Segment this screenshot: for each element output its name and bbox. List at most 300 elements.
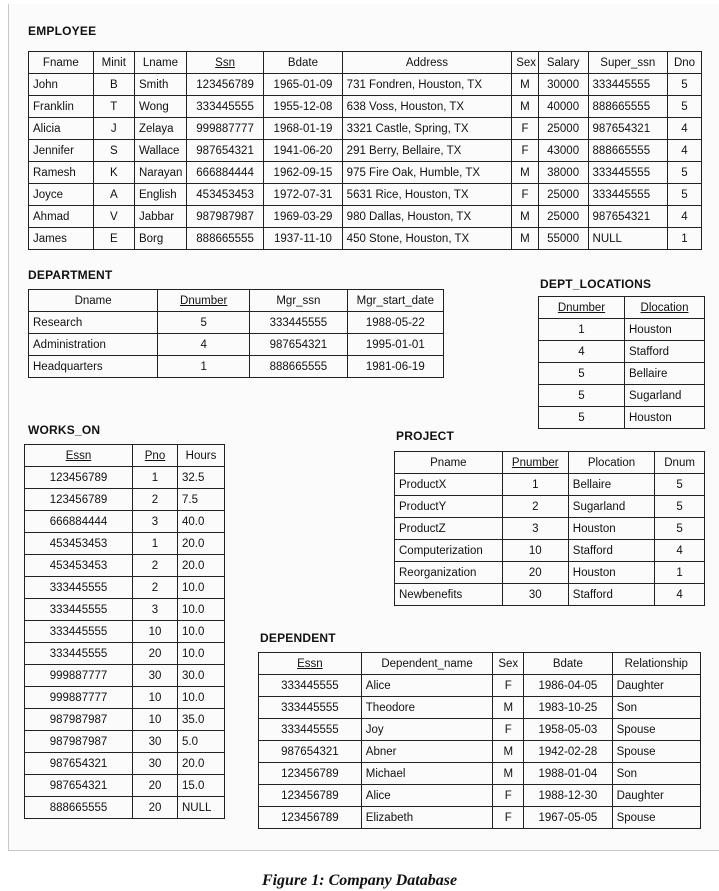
- table-row: [25, 731, 225, 753]
- table-cell: B: [93, 74, 134, 96]
- table-cell: 10: [502, 540, 568, 562]
- dependent-title: DEPENDENT: [260, 631, 336, 645]
- table-cell: 2: [133, 555, 178, 577]
- table-row: [25, 489, 225, 511]
- table-cell: 20: [133, 797, 178, 819]
- table-cell: Spouse: [612, 719, 700, 741]
- table-cell: K: [93, 162, 134, 184]
- table-cell: 333445555: [25, 621, 133, 643]
- table-cell: 10: [133, 687, 178, 709]
- table-cell: Son: [612, 697, 700, 719]
- table-cell: 123456789: [186, 74, 263, 96]
- table-cell: 333445555: [25, 577, 133, 599]
- column-header-label: Pname: [430, 456, 467, 469]
- table-cell: Newbenefits: [395, 584, 503, 606]
- table-row: [395, 518, 705, 540]
- table-cell: 987654321: [250, 334, 347, 356]
- column-header: [395, 452, 503, 474]
- table-cell: 1988-12-30: [524, 785, 612, 807]
- table-cell: 10.0: [178, 643, 225, 665]
- column-header-label: Salary: [546, 56, 580, 69]
- table-cell: Research: [29, 312, 158, 334]
- table-cell: 123456789: [25, 489, 133, 511]
- column-header: [612, 653, 700, 675]
- table-cell: NULL: [588, 228, 667, 250]
- table-cell: 987654321: [25, 775, 133, 797]
- table-cell: 4: [668, 118, 702, 140]
- table-row: [25, 687, 225, 709]
- table-cell: Franklin: [29, 96, 94, 118]
- table-cell: Smith: [134, 74, 186, 96]
- column-header-label: Essn: [65, 449, 92, 462]
- dept-locations-title: DEPT_LOCATIONS: [540, 277, 652, 291]
- table-cell: Headquarters: [29, 356, 158, 378]
- column-header: [29, 290, 158, 312]
- table-cell: Sugarland: [568, 496, 654, 518]
- table-cell: 1942-02-28: [524, 741, 612, 763]
- table-cell: 123456789: [259, 807, 362, 829]
- table-cell: 1958-05-03: [524, 719, 612, 741]
- table-cell: 10.0: [178, 687, 225, 709]
- table-cell: 30.0: [178, 665, 225, 687]
- column-header: [538, 52, 588, 74]
- table-row: [395, 562, 705, 584]
- table-cell: Joy: [361, 719, 493, 741]
- table-cell: 453453453: [25, 533, 133, 555]
- table-cell: Stafford: [625, 341, 705, 363]
- table-cell: 999887777: [25, 665, 133, 687]
- table-cell: Daughter: [612, 785, 700, 807]
- table-cell: 1962-09-15: [264, 162, 342, 184]
- table-cell: 10: [133, 709, 178, 731]
- table-cell: 43000: [538, 140, 588, 162]
- table-cell: 5: [539, 407, 625, 429]
- header-row: [395, 452, 705, 474]
- table-row: [29, 206, 702, 228]
- table-cell: 7.5: [178, 489, 225, 511]
- table-cell: 1: [502, 474, 568, 496]
- table-cell: 2: [502, 496, 568, 518]
- column-header: [29, 52, 94, 74]
- table-cell: Spouse: [612, 741, 700, 763]
- table-cell: Wong: [134, 96, 186, 118]
- table-cell: 5: [655, 496, 705, 518]
- table-cell: 2: [133, 489, 178, 511]
- table-row: [25, 511, 225, 533]
- table-cell: 987654321: [259, 741, 362, 763]
- column-header: [342, 52, 512, 74]
- table-cell: 453453453: [25, 555, 133, 577]
- table-cell: 1: [655, 562, 705, 584]
- column-header-label: Super_ssn: [600, 56, 656, 69]
- column-header-label: Plocation: [587, 456, 636, 469]
- column-header: [539, 297, 625, 319]
- table-cell: 5: [668, 184, 702, 206]
- table-cell: 1: [133, 467, 178, 489]
- table-cell: 35.0: [178, 709, 225, 731]
- table-cell: 40.0: [178, 511, 225, 533]
- table-cell: 333445555: [259, 675, 362, 697]
- table-cell: 987654321: [25, 753, 133, 775]
- employee-table: [28, 51, 702, 250]
- table-cell: Jennifer: [29, 140, 94, 162]
- project-table: [394, 451, 705, 606]
- table-cell: 3: [133, 599, 178, 621]
- table-cell: Theodore: [361, 697, 493, 719]
- table-cell: Spouse: [612, 807, 700, 829]
- column-header: [568, 452, 654, 474]
- column-header: [668, 52, 702, 74]
- table-row: [395, 474, 705, 496]
- table-row: [259, 719, 701, 741]
- works-on-table: [24, 444, 225, 819]
- table-cell: Stafford: [568, 540, 654, 562]
- table-row: [25, 621, 225, 643]
- table-cell: 30000: [538, 74, 588, 96]
- figure-caption: Figure 1: Company Database: [261, 872, 458, 889]
- table-cell: 1983-10-25: [524, 697, 612, 719]
- column-header: [347, 290, 443, 312]
- table-cell: 5631 Rice, Houston, TX: [342, 184, 512, 206]
- table-cell: 32.5: [178, 467, 225, 489]
- table-cell: 5: [668, 74, 702, 96]
- table-row: [29, 356, 444, 378]
- table-cell: F: [493, 785, 524, 807]
- table-cell: F: [493, 807, 524, 829]
- column-header-label: Dnumber: [557, 301, 606, 314]
- table-cell: Houston: [625, 407, 705, 429]
- table-row: [395, 584, 705, 606]
- column-header-label: Hours: [185, 449, 217, 462]
- table-cell: Zelaya: [134, 118, 186, 140]
- table-cell: 5: [655, 518, 705, 540]
- table-cell: English: [134, 184, 186, 206]
- table-row: [25, 599, 225, 621]
- table-cell: 2: [133, 577, 178, 599]
- table-cell: 5: [158, 312, 250, 334]
- table-cell: 453453453: [186, 184, 263, 206]
- table-cell: 1967-05-05: [524, 807, 612, 829]
- table-cell: 5: [539, 385, 625, 407]
- table-row: [25, 797, 225, 819]
- column-header: [588, 52, 667, 74]
- table-row: [25, 555, 225, 577]
- table-cell: Computerization: [395, 540, 503, 562]
- column-header: [158, 290, 250, 312]
- table-cell: 30: [502, 584, 568, 606]
- table-cell: 30: [133, 753, 178, 775]
- table-cell: John: [29, 74, 94, 96]
- table-cell: ProductZ: [395, 518, 503, 540]
- column-header: [512, 52, 538, 74]
- table-cell: E: [93, 228, 134, 250]
- column-header: [502, 452, 568, 474]
- table-cell: 20.0: [178, 533, 225, 555]
- table-cell: 5.0: [178, 731, 225, 753]
- column-header-label: Mgr_start_date: [356, 294, 434, 307]
- table-cell: 1: [158, 356, 250, 378]
- table-cell: 5: [668, 162, 702, 184]
- table-row: [25, 775, 225, 797]
- header-row: [29, 290, 444, 312]
- table-row: [25, 643, 225, 665]
- table-cell: Joyce: [29, 184, 94, 206]
- table-cell: 20.0: [178, 753, 225, 775]
- table-cell: 1988-05-22: [347, 312, 443, 334]
- table-cell: M: [512, 96, 538, 118]
- table-cell: 975 Fire Oak, Humble, TX: [342, 162, 512, 184]
- table-cell: 999887777: [186, 118, 263, 140]
- table-cell: 123456789: [259, 785, 362, 807]
- column-header: [259, 653, 362, 675]
- table-cell: ProductY: [395, 496, 503, 518]
- table-cell: M: [512, 162, 538, 184]
- table-row: [25, 533, 225, 555]
- table-cell: 1968-01-19: [264, 118, 342, 140]
- column-header-label: Pnumber: [511, 456, 559, 469]
- table-cell: S: [93, 140, 134, 162]
- table-row: [539, 363, 705, 385]
- table-cell: 25000: [538, 118, 588, 140]
- column-header-label: Address: [405, 56, 449, 69]
- table-cell: 1941-06-20: [264, 140, 342, 162]
- table-cell: M: [512, 206, 538, 228]
- table-row: [539, 385, 705, 407]
- table-cell: Ramesh: [29, 162, 94, 184]
- header-row: [29, 52, 702, 74]
- table-row: [29, 162, 702, 184]
- column-header-label: Sex: [516, 56, 537, 69]
- dependent-table: [258, 652, 701, 829]
- table-cell: Elizabeth: [361, 807, 493, 829]
- table-cell: Stafford: [568, 584, 654, 606]
- table-cell: 1972-07-31: [264, 184, 342, 206]
- column-header-label: Dnum: [664, 456, 695, 469]
- table-cell: 450 Stone, Houston, TX: [342, 228, 512, 250]
- header-row: [25, 445, 225, 467]
- table-row: [25, 665, 225, 687]
- table-cell: M: [512, 228, 538, 250]
- column-header: [493, 653, 524, 675]
- table-cell: 1995-01-01: [347, 334, 443, 356]
- column-header-label: Mgr_ssn: [276, 294, 321, 307]
- column-header: [361, 653, 493, 675]
- column-header: [134, 52, 186, 74]
- table-cell: 1937-11-10: [264, 228, 342, 250]
- table-cell: Bellaire: [568, 474, 654, 496]
- table-cell: F: [512, 140, 538, 162]
- table-cell: 1981-06-19: [347, 356, 443, 378]
- table-row: [29, 140, 702, 162]
- table-cell: 30: [133, 665, 178, 687]
- table-cell: Abner: [361, 741, 493, 763]
- table-cell: 4: [539, 341, 625, 363]
- table-cell: 1965-01-09: [264, 74, 342, 96]
- header-row: [539, 297, 705, 319]
- table-cell: 4: [668, 206, 702, 228]
- table-cell: 333445555: [588, 184, 667, 206]
- table-row: [29, 96, 702, 118]
- table-cell: 987654321: [186, 140, 263, 162]
- table-cell: Administration: [29, 334, 158, 356]
- table-cell: 123456789: [25, 467, 133, 489]
- table-row: [29, 312, 444, 334]
- table-cell: NULL: [178, 797, 225, 819]
- table-cell: 1955-12-08: [264, 96, 342, 118]
- table-cell: M: [493, 763, 524, 785]
- table-cell: 888665555: [588, 140, 667, 162]
- table-row: [29, 228, 702, 250]
- column-header-label: Dno: [673, 56, 696, 69]
- table-cell: Houston: [568, 518, 654, 540]
- table-cell: 638 Voss, Houston, TX: [342, 96, 512, 118]
- table-cell: Wallace: [134, 140, 186, 162]
- table-cell: 333445555: [588, 74, 667, 96]
- table-cell: 1969-03-29: [264, 206, 342, 228]
- table-cell: 4: [668, 140, 702, 162]
- table-row: [539, 341, 705, 363]
- table-row: [395, 496, 705, 518]
- table-cell: M: [493, 741, 524, 763]
- table-cell: Alice: [361, 675, 493, 697]
- table-cell: 888665555: [588, 96, 667, 118]
- table-cell: F: [493, 719, 524, 741]
- table-cell: 5: [539, 363, 625, 385]
- table-cell: 888665555: [250, 356, 347, 378]
- table-cell: F: [493, 675, 524, 697]
- column-header-label: Fname: [42, 56, 79, 69]
- table-cell: 3: [502, 518, 568, 540]
- table-row: [29, 334, 444, 356]
- table-cell: Narayan: [134, 162, 186, 184]
- table-row: [29, 74, 702, 96]
- table-cell: 1: [668, 228, 702, 250]
- table-cell: 333445555: [250, 312, 347, 334]
- column-header: [178, 445, 225, 467]
- column-header: [133, 445, 178, 467]
- table-row: [259, 807, 701, 829]
- table-cell: 1986-04-05: [524, 675, 612, 697]
- table-cell: 333445555: [25, 643, 133, 665]
- table-cell: 987654321: [588, 118, 667, 140]
- table-cell: Son: [612, 763, 700, 785]
- table-cell: 20.0: [178, 555, 225, 577]
- table-cell: 333445555: [588, 162, 667, 184]
- department-title: DEPARTMENT: [28, 268, 113, 282]
- table-cell: Sugarland: [625, 385, 705, 407]
- table-cell: 987987987: [186, 206, 263, 228]
- table-cell: 5: [668, 96, 702, 118]
- table-cell: M: [493, 697, 524, 719]
- works-on-title: WORKS_ON: [28, 423, 101, 437]
- column-header: [655, 452, 705, 474]
- table-row: [25, 753, 225, 775]
- table-cell: 999887777: [25, 687, 133, 709]
- table-row: [259, 785, 701, 807]
- column-header-label: Bdate: [287, 56, 318, 69]
- table-cell: 291 Berry, Bellaire, TX: [342, 140, 512, 162]
- table-cell: 4: [158, 334, 250, 356]
- table-cell: 4: [655, 540, 705, 562]
- table-cell: 987654321: [588, 206, 667, 228]
- table-cell: J: [93, 118, 134, 140]
- department-table: [28, 289, 444, 378]
- table-cell: 10.0: [178, 599, 225, 621]
- table-cell: Alice: [361, 785, 493, 807]
- table-row: [395, 540, 705, 562]
- table-cell: James: [29, 228, 94, 250]
- project-title: PROJECT: [396, 429, 455, 443]
- table-cell: ProductX: [395, 474, 503, 496]
- dept-locations-table: [538, 296, 705, 429]
- table-cell: Reorganization: [395, 562, 503, 584]
- table-cell: Daughter: [612, 675, 700, 697]
- table-cell: 25000: [538, 206, 588, 228]
- table-cell: Jabbar: [134, 206, 186, 228]
- table-row: [25, 577, 225, 599]
- table-cell: 980 Dallas, Houston, TX: [342, 206, 512, 228]
- table-cell: Michael: [361, 763, 493, 785]
- table-cell: 15.0: [178, 775, 225, 797]
- table-cell: Houston: [625, 319, 705, 341]
- table-cell: 30: [133, 731, 178, 753]
- table-cell: 5: [655, 474, 705, 496]
- table-cell: 3321 Castle, Spring, TX: [342, 118, 512, 140]
- column-header: [25, 445, 133, 467]
- table-cell: 1: [133, 533, 178, 555]
- table-cell: 20: [502, 562, 568, 584]
- table-cell: 333445555: [259, 697, 362, 719]
- table-cell: 123456789: [259, 763, 362, 785]
- table-cell: T: [93, 96, 134, 118]
- table-cell: 987987987: [25, 731, 133, 753]
- table-cell: Ahmad: [29, 206, 94, 228]
- table-cell: 20: [133, 643, 178, 665]
- table-cell: 333445555: [25, 599, 133, 621]
- table-cell: Alicia: [29, 118, 94, 140]
- table-cell: Bellaire: [625, 363, 705, 385]
- table-row: [25, 467, 225, 489]
- table-row: [29, 184, 702, 206]
- table-cell: 333445555: [186, 96, 263, 118]
- column-header-label: Ssn: [215, 56, 235, 69]
- table-cell: 987987987: [25, 709, 133, 731]
- table-cell: 10.0: [178, 577, 225, 599]
- table-cell: Borg: [134, 228, 186, 250]
- table-row: [259, 675, 701, 697]
- table-cell: 333445555: [259, 719, 362, 741]
- table-cell: 38000: [538, 162, 588, 184]
- table-row: [259, 741, 701, 763]
- table-cell: V: [93, 206, 134, 228]
- table-row: [259, 697, 701, 719]
- table-cell: 888665555: [25, 797, 133, 819]
- table-cell: Houston: [568, 562, 654, 584]
- table-cell: 3: [133, 511, 178, 533]
- column-header-label: Relationship: [624, 657, 688, 670]
- employee-title: EMPLOYEE: [28, 24, 97, 38]
- table-cell: 10: [133, 621, 178, 643]
- column-header-label: Sex: [498, 657, 519, 670]
- column-header: [264, 52, 342, 74]
- table-cell: A: [93, 184, 134, 206]
- column-header: [625, 297, 705, 319]
- table-cell: F: [512, 118, 538, 140]
- column-header-label: Pno: [144, 449, 166, 462]
- column-header-label: Lname: [142, 56, 179, 69]
- table-cell: 888665555: [186, 228, 263, 250]
- column-header: [93, 52, 134, 74]
